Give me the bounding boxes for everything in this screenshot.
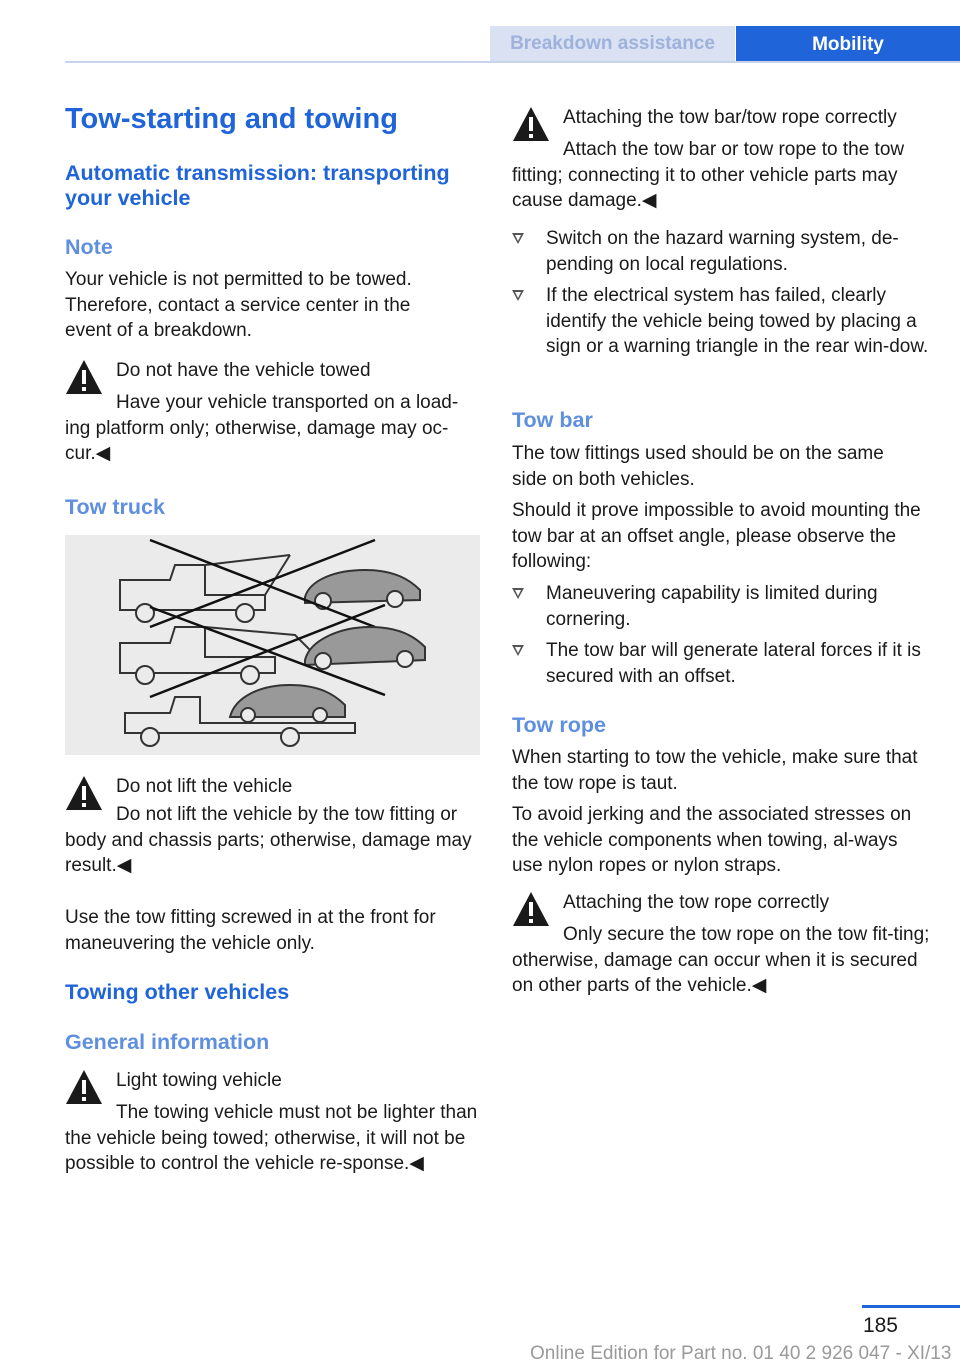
hazard-bullets xyxy=(512,226,930,360)
towing-other-heading: Towing other vehicles xyxy=(65,980,290,1004)
warning-title: Light towing vehicle xyxy=(116,1070,282,1091)
warning-body: The towing vehicle must not be lighter than the vehicle being towed; otherwise, it will not be possible to control the vehicle re-sponse.◀ xyxy=(65,1102,478,1174)
tow-fitting-text: Use the tow fitting screwed in at the front for maneuvering the vehicle only. xyxy=(65,907,436,954)
warning-body: Attach the tow bar or tow rope to the tow fitting; connecting it to other vehicle parts may cause damage.◀ xyxy=(512,139,905,211)
tow-rope-text-2: To avoid jerking and the associated stresses on the vehicle components when towing, al-ways use nylon ropes or nylon straps. xyxy=(512,804,912,876)
warning-title: Do not have the vehicle towed xyxy=(116,360,371,381)
tow-truck-heading: Tow truck xyxy=(65,495,165,519)
chapter-tab: Mobility xyxy=(736,26,960,63)
page-title: Tow-starting and towing xyxy=(65,103,398,135)
tow-rope-text-1: When starting to tow the vehicle, make sure that the tow rope is taut. xyxy=(512,747,918,794)
warning-light-vehicle xyxy=(65,1068,480,1203)
tow-rope-heading: Tow rope xyxy=(512,713,606,737)
note-text: Your vehicle is not permitted to be towed. Therefore, contact a service center in the event of a breakdown. xyxy=(65,269,412,341)
header-rule xyxy=(65,61,960,63)
edition-note: Online Edition for Part no. 01 40 2 926 047 - XI/13 xyxy=(530,1343,952,1364)
page-number: 185 xyxy=(862,1314,898,1337)
section-title: Automatic transmission: transporting your vehicle xyxy=(65,161,450,210)
warning-no-towing xyxy=(65,358,480,468)
bullet-triangle-icon xyxy=(512,588,524,599)
warning-body: Have your vehicle transported on a load-ing platform only; otherwise, damage may oc-cur.◀ xyxy=(65,392,459,464)
bullet-triangle-icon xyxy=(512,645,524,656)
warning-no-lift xyxy=(65,774,480,884)
section-tab: Breakdown assistance xyxy=(490,26,735,61)
tow-bar-heading: Tow bar xyxy=(512,408,593,432)
tow-bar-text-1: The tow fittings used should be on the same side on both vehicles. xyxy=(512,443,884,490)
warning-attach-tow-bar xyxy=(512,105,930,215)
footer-rule xyxy=(862,1305,960,1308)
list-item: If the electrical system has failed, clearly identify the vehicle being towed by placing a sign or a warning triangle in the rear win-dow. xyxy=(512,283,930,360)
tow-bar-bullets xyxy=(512,581,930,689)
warning-attach-tow-rope xyxy=(512,890,930,1000)
warning-title: Attaching the tow rope correctly xyxy=(563,892,830,913)
warning-title: Do not lift the vehicle xyxy=(116,776,293,797)
bullet-triangle-icon xyxy=(512,290,524,301)
note-heading: Note xyxy=(65,235,113,259)
tow-truck-illustration xyxy=(65,535,480,755)
list-item: Switch on the hazard warning system, de-pending on local regulations. xyxy=(512,226,930,277)
tow-bar-text-2: Should it prove impossible to avoid mounting the tow bar at an offset angle, please observe the following: xyxy=(512,500,921,572)
general-info-heading: General information xyxy=(65,1030,270,1054)
warning-title: Attaching the tow bar/tow rope correctly xyxy=(563,107,897,128)
list-item: Maneuvering capability is limited during cornering. xyxy=(512,581,930,632)
warning-body: Do not lift the vehicle by the tow fitting or body and chassis parts; otherwise, damage may result.◀ xyxy=(65,804,472,876)
bullet-triangle-icon xyxy=(512,233,524,244)
list-item: The tow bar will generate lateral forces if it is secured with an offset. xyxy=(512,638,930,689)
warning-body: Only secure the tow rope on the tow fit-ting; otherwise, damage can occur when it is secured on other parts of the vehicle.◀ xyxy=(512,924,930,996)
